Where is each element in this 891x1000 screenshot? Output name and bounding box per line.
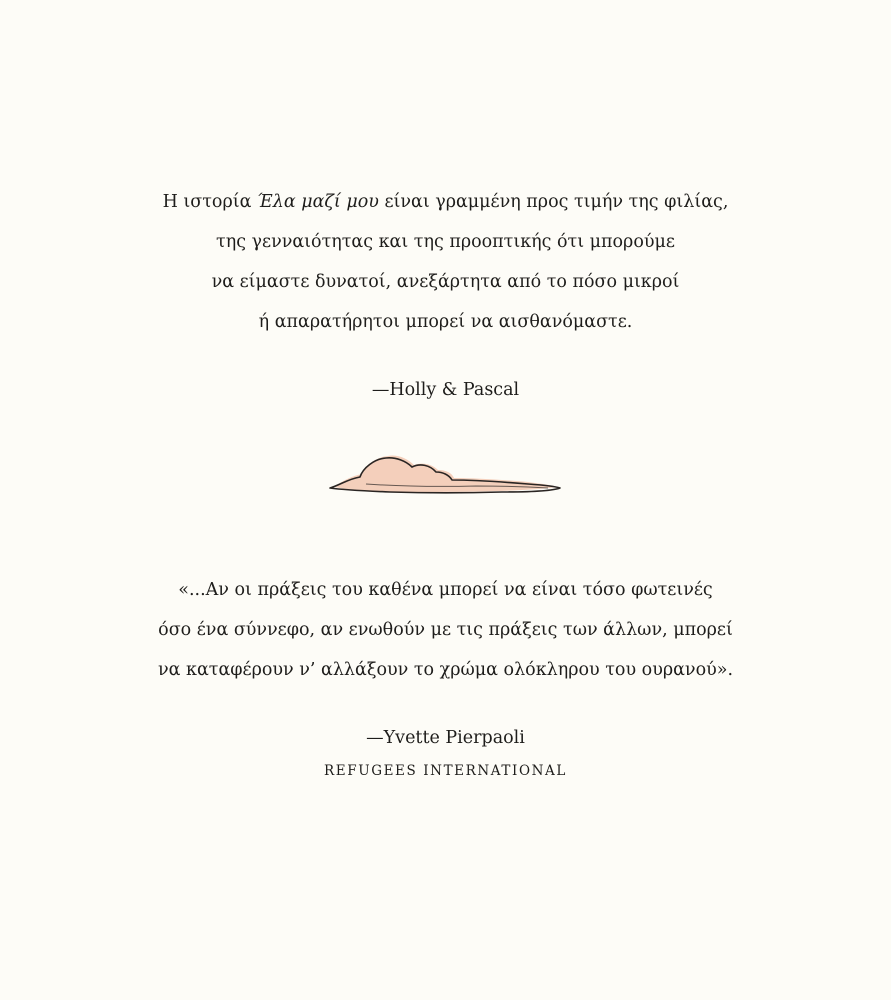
book-title: Έλα μαζί μου [257, 192, 379, 212]
dedication-line-1-prefix: Η ιστορία [162, 192, 257, 212]
quote-author: —Yvette Pierpaoli [366, 728, 525, 748]
dedication-line-3: να είμαστε δυνατοί, ανεξάρτητα από το πόσο μικροί [211, 272, 680, 292]
dedication-line-4: ή απαρατήρητοι μπορεί να αισθανόμαστε. [258, 312, 633, 332]
dedication-signature: —Holly & Pascal [371, 380, 520, 400]
dedication-line-2: της γενναιότητας και της προοπτικής ότι μπορούμε [216, 232, 675, 252]
quote-line-2: όσο ένα σύννεφο, αν ενωθούν με τις πράξεις των άλλων, μπορεί [158, 620, 733, 640]
quote-line-1: «...Αν οι πράξεις του καθένα μπορεί να είναι τόσο φωτεινές [178, 580, 713, 600]
quote-organization: REFUGEES INTERNATIONAL [324, 763, 567, 779]
dedication-line-1-suffix: είναι γραμμένη προς τιμήν της φιλίας, [378, 192, 729, 212]
cloud-icon [326, 448, 566, 498]
dedication-line-1 [0, 190, 891, 214]
quote-line-3: να καταφέρουν ν’ αλλάξουν το χρώμα ολόκληρου του ουρανού». [157, 660, 734, 680]
